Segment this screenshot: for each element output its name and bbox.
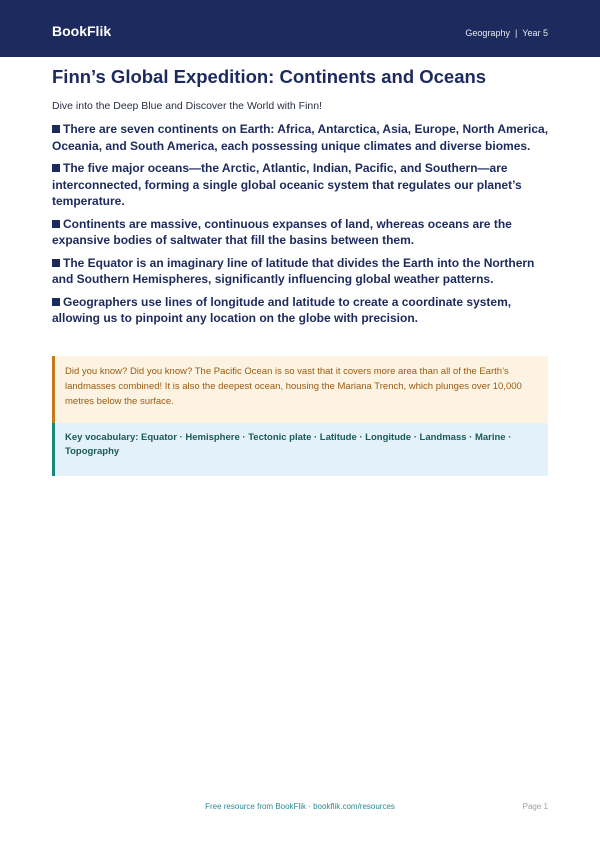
key-point-text: Geographers use lines of longitude and latitude to create a coordinate system, allowing us to pinpoint any location on the globe with precision. (52, 294, 512, 325)
page-number: Page 1 (522, 802, 548, 811)
page-subtitle: Dive into the Deep Blue and Discover the World with Finn! (52, 100, 323, 112)
site-header (0, 0, 600, 57)
key-point-text: The Equator is an imaginary line of latitude that divides the Earth into the Northern and Southern Hemispheres, significantly influencing global weather patterns. (52, 255, 535, 286)
key-point (52, 255, 552, 288)
brand-logo[interactable]: BookFlik (52, 23, 112, 39)
header-meta (465, 28, 548, 38)
key-point (52, 160, 552, 210)
meta-separator: | (514, 28, 518, 38)
footer-resource-link[interactable]: Free resource from BookFlik · bookflik.com/resources (205, 802, 395, 811)
subject-label: Geography (465, 28, 510, 38)
page-title: Finn’s Global Expedition: Continents and Oceans (52, 66, 487, 87)
key-point (52, 216, 552, 249)
key-point-text: There are seven continents on Earth: Africa, Antarctica, Asia, Europe, North America, Oceania, and South America, each possessing unique climates and diverse biomes. (52, 122, 549, 153)
key-point (52, 121, 552, 154)
key-point-text: The five major oceans—the Arctic, Atlantic, Indian, Pacific, and Southern—are interconnected, forming a single global oceanic system that regulates our planet’s temperature. (52, 161, 522, 208)
year-label: Year 5 (522, 28, 548, 38)
square-bullet-icon (52, 220, 60, 228)
square-bullet-icon (52, 259, 60, 267)
did-you-know-callout: Did you know? Did you know? The Pacific Ocean is so vast that it covers more area than all of the Earth’s landmasses combined! It is also the deepest ocean, housing the Mariana Trench, which plunges over 10,000 metres below the surface. (52, 356, 548, 423)
key-point-text: Continents are massive, continuous expanses of land, whereas oceans are the expansive bodies of saltwater that fill the basins between them. (52, 216, 512, 247)
square-bullet-icon (52, 125, 60, 133)
key-points-list (52, 121, 552, 333)
square-bullet-icon (52, 164, 60, 172)
square-bullet-icon (52, 298, 60, 306)
key-vocabulary-box: Key vocabulary: Equator · Hemisphere · Tectonic plate · Latitude · Longitude · Landmass · Marine · Topography (52, 423, 548, 476)
key-point (52, 294, 552, 327)
